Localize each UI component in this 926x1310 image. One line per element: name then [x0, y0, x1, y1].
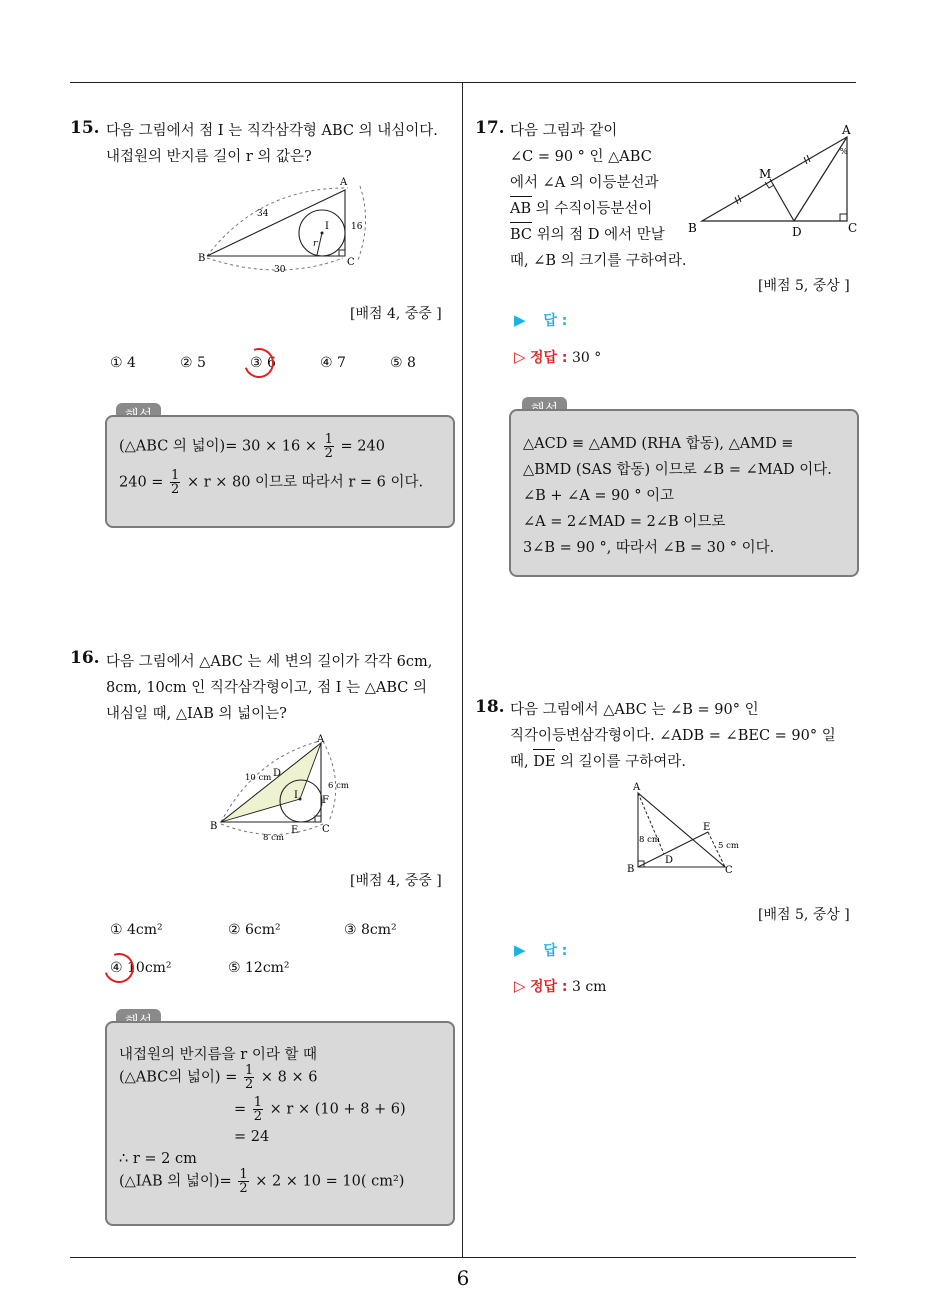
question-17-number: 17.	[475, 118, 505, 138]
fig18-label-A: A	[633, 782, 641, 793]
question-15-score: [배점 4, 중중 ]	[350, 306, 442, 322]
outline-play-icon: ▷	[514, 977, 526, 995]
fig15-label-30: 30	[274, 265, 286, 275]
top-rule	[70, 82, 856, 83]
column-divider	[462, 82, 463, 1258]
page-number: 6	[456, 1266, 470, 1290]
q17-expl-line-1: △ACD ≡ △AMD (RHA 합동), △AMD ≡	[523, 436, 794, 452]
question-17-text-line-1: 다음 그림과 같이	[510, 123, 618, 139]
fig15-label-I: I	[325, 221, 329, 232]
q15-selected-mark	[239, 343, 279, 383]
fig18-label-8cm: 8 cm	[639, 835, 660, 845]
q17-expl-line-3: ∠B + ∠A = 90 ° 이고	[523, 488, 675, 504]
play-icon: ▶	[514, 311, 526, 329]
fig17-label-B: B	[688, 221, 697, 235]
fig18-label-5cm: 5 cm	[718, 841, 739, 851]
q16-choice-1[interactable]: ① 4cm²	[110, 922, 163, 938]
question-15-figure	[190, 172, 370, 277]
q15-choice-4[interactable]: ④ 7	[320, 355, 346, 371]
question-16-text-line-2: 8cm, 10cm 인 직각삼각형이고, 점 I 는 △ABC 의	[106, 680, 427, 696]
q18-answer-label: 답 :	[543, 943, 568, 959]
q15-choice-1[interactable]: ① 4	[110, 355, 136, 371]
question-17-text-line-2: ∠C = 90 ° 인 △ABC	[510, 149, 652, 165]
q15-expl-line-2: 240 = $\frac{1}{2}$ × r × 80 이므로 따라서 r = 6 이다.	[119, 468, 424, 497]
fig17-label-D: D	[792, 225, 802, 239]
fig17-label-A: A	[842, 123, 851, 137]
question-17-text-line-4: AB 의 수직이등분선이	[510, 201, 653, 217]
q17-expl-line-4: ∠A = 2∠MAD = 2∠B 이므로	[523, 514, 726, 530]
question-16-text-line-1: 다음 그림에서 △ABC 는 세 변의 길이가 각각 6cm,	[106, 654, 433, 670]
q17-overline-BC	[510, 222, 532, 223]
q16-expl-line-4: = 24	[234, 1129, 270, 1145]
question-18-figure	[620, 780, 745, 880]
fig16-label-B: B	[210, 821, 218, 832]
question-17-text-line-3: 에서 ∠A 의 이등분선과	[510, 175, 659, 191]
fig15-label-16: 16	[351, 222, 363, 232]
q15-choice-5[interactable]: ⑤ 8	[390, 355, 416, 371]
q15-expl-line-1: (△ABC 의 넓이)= 30 × 16 × $\frac{1}{2}$ = 240	[119, 432, 385, 461]
q17-answer-row	[514, 310, 567, 330]
q17-correct-value: 30 °	[571, 350, 602, 366]
fig17-label-M: M	[759, 167, 772, 181]
fig16-label-A: A	[317, 734, 325, 745]
q17-correct-label: 정답 :	[530, 350, 568, 366]
question-16-figure	[205, 733, 355, 845]
fig18-label-C: C	[725, 865, 733, 876]
fig16-label-I: I	[294, 790, 298, 801]
q16-expl-line-2: (△ABC의 넓이) = $\frac{1}{2}$ × 8 × 6	[119, 1063, 318, 1092]
question-18-text-line-3: 때, DE 의 길이를 구하여라.	[510, 754, 686, 770]
q16-choice-2[interactable]: ② 6cm²	[228, 922, 281, 938]
q16-expl-line-5: ∴ r = 2 cm	[119, 1151, 197, 1167]
fig16-label-10cm: 10 cm	[245, 773, 272, 783]
fig16-label-D: D	[273, 768, 282, 779]
question-16-text-line-3: 내심일 때, △IAB 의 넓이는?	[106, 706, 287, 722]
q18-correct-row	[514, 976, 606, 996]
fig16-label-6cm: 6 cm	[328, 781, 349, 791]
fig15-label-r: r	[313, 239, 318, 249]
q16-choice-4[interactable]: ④ 10cm²	[110, 960, 172, 976]
fig15-label-A: A	[340, 177, 348, 188]
question-16-number: 16.	[70, 648, 100, 668]
fig15-label-B: B	[198, 253, 206, 264]
q18-answer-row	[514, 940, 567, 960]
question-15-text-line-2: 내접원의 반지름 길이 r 의 값은?	[106, 149, 312, 165]
q17-expl-line-2: △BMD (SAS 합동) 이므로 ∠B = ∠MAD 이다.	[523, 462, 832, 478]
fig18-label-D: D	[665, 855, 674, 866]
bottom-rule	[70, 1257, 856, 1258]
question-17-score: [배점 5, 중상 ]	[758, 278, 850, 294]
fig18-label-B: B	[627, 864, 635, 875]
q18-overline-DE	[533, 749, 555, 750]
q16-selected-mark	[99, 948, 139, 988]
q16-expl-line-1: 내접원의 반지름을 r 이라 할 때	[119, 1047, 318, 1063]
q16-expl-line-6: (△IAB 의 넓이)= $\frac{1}{2}$ × 2 × 10 = 10( cm²)	[119, 1167, 405, 1196]
question-17-figure	[685, 120, 865, 240]
question-16-score: [배점 4, 중중 ]	[350, 873, 442, 889]
q15-choice-2[interactable]: ② 5	[180, 355, 206, 371]
fig18-label-E: E	[703, 822, 711, 833]
outline-play-icon: ▷	[514, 348, 526, 366]
question-18-text-line-2: 직각이등변삼각형이다. ∠ADB = ∠BEC = 90° 일	[510, 728, 836, 744]
q17-expl-line-5: 3∠B = 90 °, 따라서 ∠B = 30 ° 이다.	[523, 540, 775, 556]
q16-choice-3[interactable]: ③ 8cm²	[344, 922, 397, 938]
question-18-text-line-1: 다음 그림에서 △ABC 는 ∠B = 90° 인	[510, 702, 759, 718]
fig15-label-C: C	[347, 257, 355, 268]
play-icon: ▶	[514, 941, 526, 959]
q16-expl-line-3: = $\frac{1}{2}$ × r × (10 + 8 + 6)	[234, 1095, 406, 1124]
q17-overline-AB	[510, 196, 532, 197]
fig16-label-C: C	[322, 824, 330, 835]
question-15-text-line-1: 다음 그림에서 점 I 는 직각삼각형 ABC 의 내심이다.	[106, 123, 438, 139]
q17-answer-label: 답 :	[543, 313, 568, 329]
question-17-text-line-5: BC 위의 점 D 에서 만날	[510, 227, 665, 243]
q16-choice-5[interactable]: ⑤ 12cm²	[228, 960, 290, 976]
fig17-angle-mark: %	[840, 147, 848, 156]
q15-choice-3[interactable]: ③ 6	[250, 355, 276, 371]
q17-correct-row	[514, 347, 601, 367]
fig16-label-E: E	[291, 825, 299, 836]
fig17-label-C: C	[848, 221, 858, 235]
fig16-label-8cm: 8 cm	[263, 833, 284, 843]
q18-correct-label: 정답 :	[530, 979, 568, 995]
fig16-label-F: F	[322, 795, 329, 806]
question-18-score: [배점 5, 중상 ]	[758, 907, 850, 923]
fig15-label-34: 34	[257, 209, 269, 219]
question-18-number: 18.	[475, 697, 505, 717]
question-17-text-line-6: 때, ∠B 의 크기를 구하여라.	[510, 253, 687, 269]
question-15-number: 15.	[70, 118, 100, 138]
q18-correct-value: 3 cm	[571, 979, 607, 995]
